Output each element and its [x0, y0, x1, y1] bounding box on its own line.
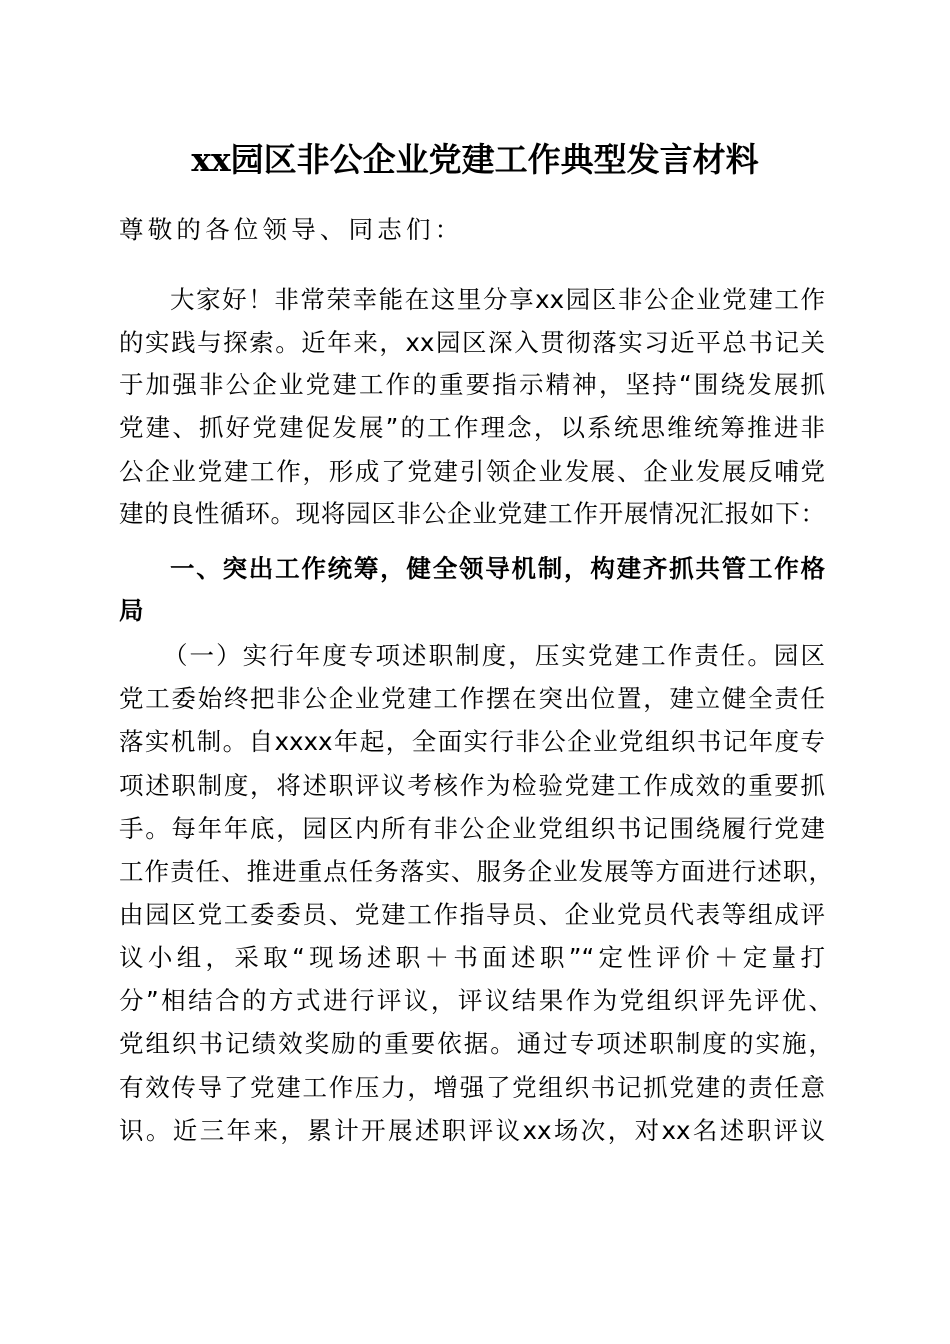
paragraph-line: 党建、抓好党建促发展”的工作理念，以系统思维统筹推进非 — [119, 413, 825, 442]
paragraph-line: 于加强非公企业党建工作的重要指示精神，坚持“围绕发展抓 — [119, 370, 825, 399]
heading-line: 局 — [119, 596, 145, 625]
paragraph-line: 由园区党工委委员、党建工作指导员、企业党员代表等组成评 — [119, 900, 825, 929]
paragraph-line: 工作责任、推进重点任务落实、服务企业发展等方面进行述职， — [119, 857, 833, 886]
paragraph-line: （一）实行年度专项述职制度，压实党建工作责任。园区 — [163, 641, 825, 670]
paragraph-line: 公企业党建工作，形成了党建引领企业发展、企业发展反哺党 — [119, 457, 825, 486]
paragraph-line: 落实机制。自xxxx年起，全面实行非公企业党组织书记年度专 — [119, 727, 825, 756]
paragraph-line: 党组织书记绩效奖励的重要依据。通过专项述职制度的实施， — [119, 1029, 833, 1058]
document-title: xx园区非公企业党建工作典型发言材料 — [191, 140, 759, 179]
heading-line: 一、突出工作统筹，健全领导机制，构建齐抓共管工作格 — [170, 554, 825, 583]
paragraph-line: 项述职制度，将述职评议考核作为检验党建工作成效的重要抓 — [119, 771, 825, 800]
paragraph-line: 识。近三年来，累计开展述职评议xx场次，对xx名述职评议 — [119, 1116, 825, 1145]
paragraph-line: 有效传导了党建工作压力，增强了党组织书记抓党建的责任意 — [119, 1073, 825, 1102]
paragraph-line: 大家好！非常荣幸能在这里分享xx园区非公企业党建工作 — [170, 285, 825, 314]
salutation: 尊敬的各位领导、同志们： — [119, 215, 464, 244]
paragraph-line: 的实践与探索。近年来，xx园区深入贯彻落实习近平总书记关 — [119, 328, 825, 357]
paragraph-line: 党工委始终把非公企业党建工作摆在突出位置，建立健全责任 — [119, 684, 825, 713]
paragraph-line: 分”相结合的方式进行评议，评议结果作为党组织评先评优、 — [119, 986, 833, 1015]
paragraph-line: 建的良性循环。现将园区非公企业党建工作开展情况汇报如下： — [119, 499, 825, 528]
paragraph-line: 议小组，采取“现场述职＋书面述职”“定性评价＋定量打 — [119, 943, 825, 972]
paragraph-line: 手。每年年底，园区内所有非公企业党组织书记围绕履行党建 — [119, 814, 825, 843]
